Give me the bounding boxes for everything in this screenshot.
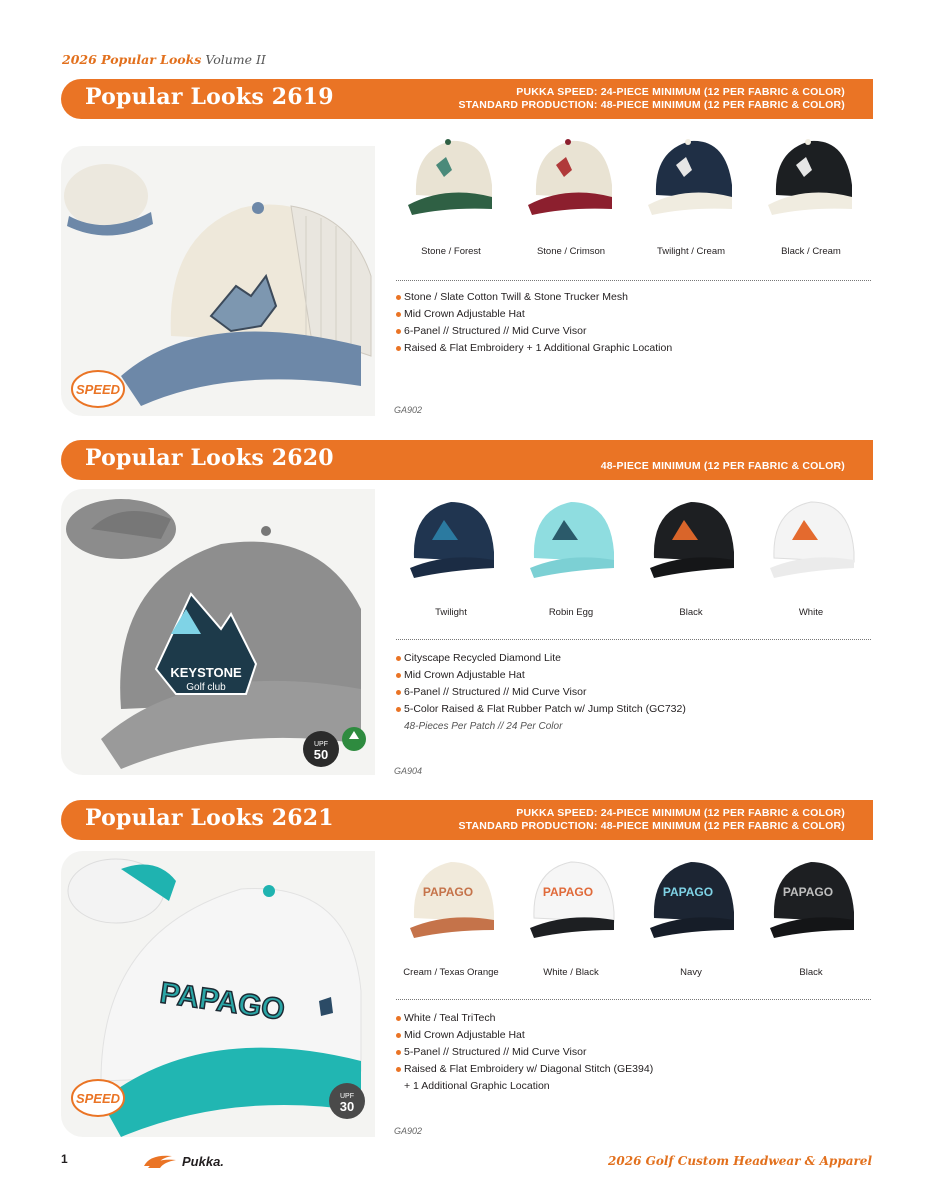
hero-cap-image — [61, 851, 375, 1137]
section-title: Popular Looks 2621 — [85, 805, 334, 831]
svg-text:30: 30 — [339, 1099, 355, 1114]
product-code: GA904 — [394, 766, 423, 776]
color-option[interactable]: Stone / Crimson — [516, 131, 626, 271]
spec-item: Cityscape Recycled Diamond Lite — [396, 650, 686, 667]
color-option[interactable]: PAPAGO Navy — [636, 852, 746, 992]
upf-badge — [327, 1081, 367, 1121]
color-option[interactable]: PAPAGO Cream / Texas Orange — [396, 852, 506, 992]
spec-list — [396, 289, 672, 357]
color-option[interactable]: Twilight — [396, 492, 506, 632]
svg-text:SPEED: SPEED — [75, 1091, 121, 1106]
speed-badge — [69, 1077, 127, 1119]
color-option[interactable]: White — [756, 492, 866, 632]
svg-text:KEYSTONE: KEYSTONE — [170, 665, 242, 680]
color-option[interactable]: Robin Egg — [516, 492, 626, 632]
svg-text:50: 50 — [313, 747, 329, 762]
spec-item: Mid Crown Adjustable Hat — [396, 1027, 653, 1044]
speed-badge — [69, 368, 127, 410]
pukka-logo — [142, 1152, 242, 1170]
spec-item: Stone / Slate Cotton Twill & Stone Trucker Mesh — [396, 289, 672, 306]
hero-cap-image — [61, 146, 375, 416]
section-title: Popular Looks 2620 — [85, 445, 334, 471]
section-banner — [61, 79, 873, 119]
spec-item: Mid Crown Adjustable Hat — [396, 306, 672, 323]
color-options — [396, 852, 866, 992]
product-code: GA902 — [394, 1126, 423, 1136]
section-title: Popular Looks 2619 — [85, 84, 334, 110]
svg-text:UPF: UPF — [340, 1093, 354, 1100]
color-option[interactable]: Black / Cream — [756, 131, 866, 271]
spec-note: 48-Pieces Per Patch // 24 Per Color — [404, 721, 563, 732]
svg-text:SPEED: SPEED — [75, 382, 121, 397]
page-number: 1 — [61, 1152, 68, 1166]
footer-title: 2026 Golf Custom Headwear & Apparel — [608, 1154, 872, 1168]
minimum-info: PUKKA SPEED: 24-PIECE MINIMUM (12 PER FABRIC & COLOR) STANDARD PRODUCTION: 48-PIECE MINIMUM (12 PER FABRIC & COLOR) — [458, 807, 845, 832]
divider — [396, 280, 871, 281]
product-code: GA902 — [394, 405, 423, 415]
spec-item: Mid Crown Adjustable Hat — [396, 667, 686, 684]
spec-item: Raised & Flat Embroidery w/ Diagonal Stitch (GE394) — [396, 1061, 653, 1078]
spec-list — [396, 1010, 653, 1095]
spec-item: White / Teal TriTech — [396, 1010, 653, 1027]
svg-text:PAPAGO: PAPAGO — [662, 885, 714, 899]
spec-item: 6-Panel // Structured // Mid Curve Visor — [396, 323, 672, 340]
spec-item: 6-Panel // Structured // Mid Curve Visor — [396, 684, 686, 701]
section-banner — [61, 440, 873, 480]
divider — [396, 999, 871, 1000]
color-option[interactable]: Black — [636, 492, 746, 632]
color-option[interactable]: Twilight / Cream — [636, 131, 746, 271]
divider — [396, 639, 871, 640]
svg-text:PAPAGO: PAPAGO — [422, 885, 474, 899]
color-options — [396, 492, 866, 632]
minimum-info: PUKKA SPEED: 24-PIECE MINIMUM (12 PER FABRIC & COLOR) STANDARD PRODUCTION: 48-PIECE MINIMUM (12 PER FABRIC & COLOR) — [458, 86, 845, 111]
color-option[interactable]: Stone / Forest — [396, 131, 506, 271]
page-kicker: 2026 Popular Looks Volume II — [62, 52, 266, 67]
color-options — [396, 131, 866, 271]
svg-text:Pukka.: Pukka. — [182, 1154, 224, 1169]
hero-cap-image — [61, 489, 375, 775]
recycled-icon — [339, 725, 369, 761]
spec-item: 5-Color Raised & Flat Rubber Patch w/ Jump Stitch (GC732) — [396, 701, 686, 718]
section-banner — [61, 800, 873, 840]
svg-text:PAPAGO: PAPAGO — [542, 885, 594, 899]
color-option[interactable]: PAPAGO White / Black — [516, 852, 626, 992]
spec-item: Raised & Flat Embroidery + 1 Additional Graphic Location — [396, 340, 672, 357]
svg-text:Golf club: Golf club — [186, 682, 226, 693]
color-option[interactable]: PAPAGO Black — [756, 852, 866, 992]
spec-continuation: + 1 Additional Graphic Location — [404, 1080, 550, 1092]
upf-badge — [301, 729, 341, 769]
spec-item: 5-Panel // Structured // Mid Curve Visor — [396, 1044, 653, 1061]
svg-text:UPF: UPF — [314, 741, 328, 748]
spec-list — [396, 650, 686, 735]
svg-text:PAPAGO: PAPAGO — [157, 976, 287, 1027]
svg-text:PAPAGO: PAPAGO — [782, 885, 834, 899]
minimum-info: 48-PIECE MINIMUM (12 PER FABRIC & COLOR) — [600, 460, 845, 472]
